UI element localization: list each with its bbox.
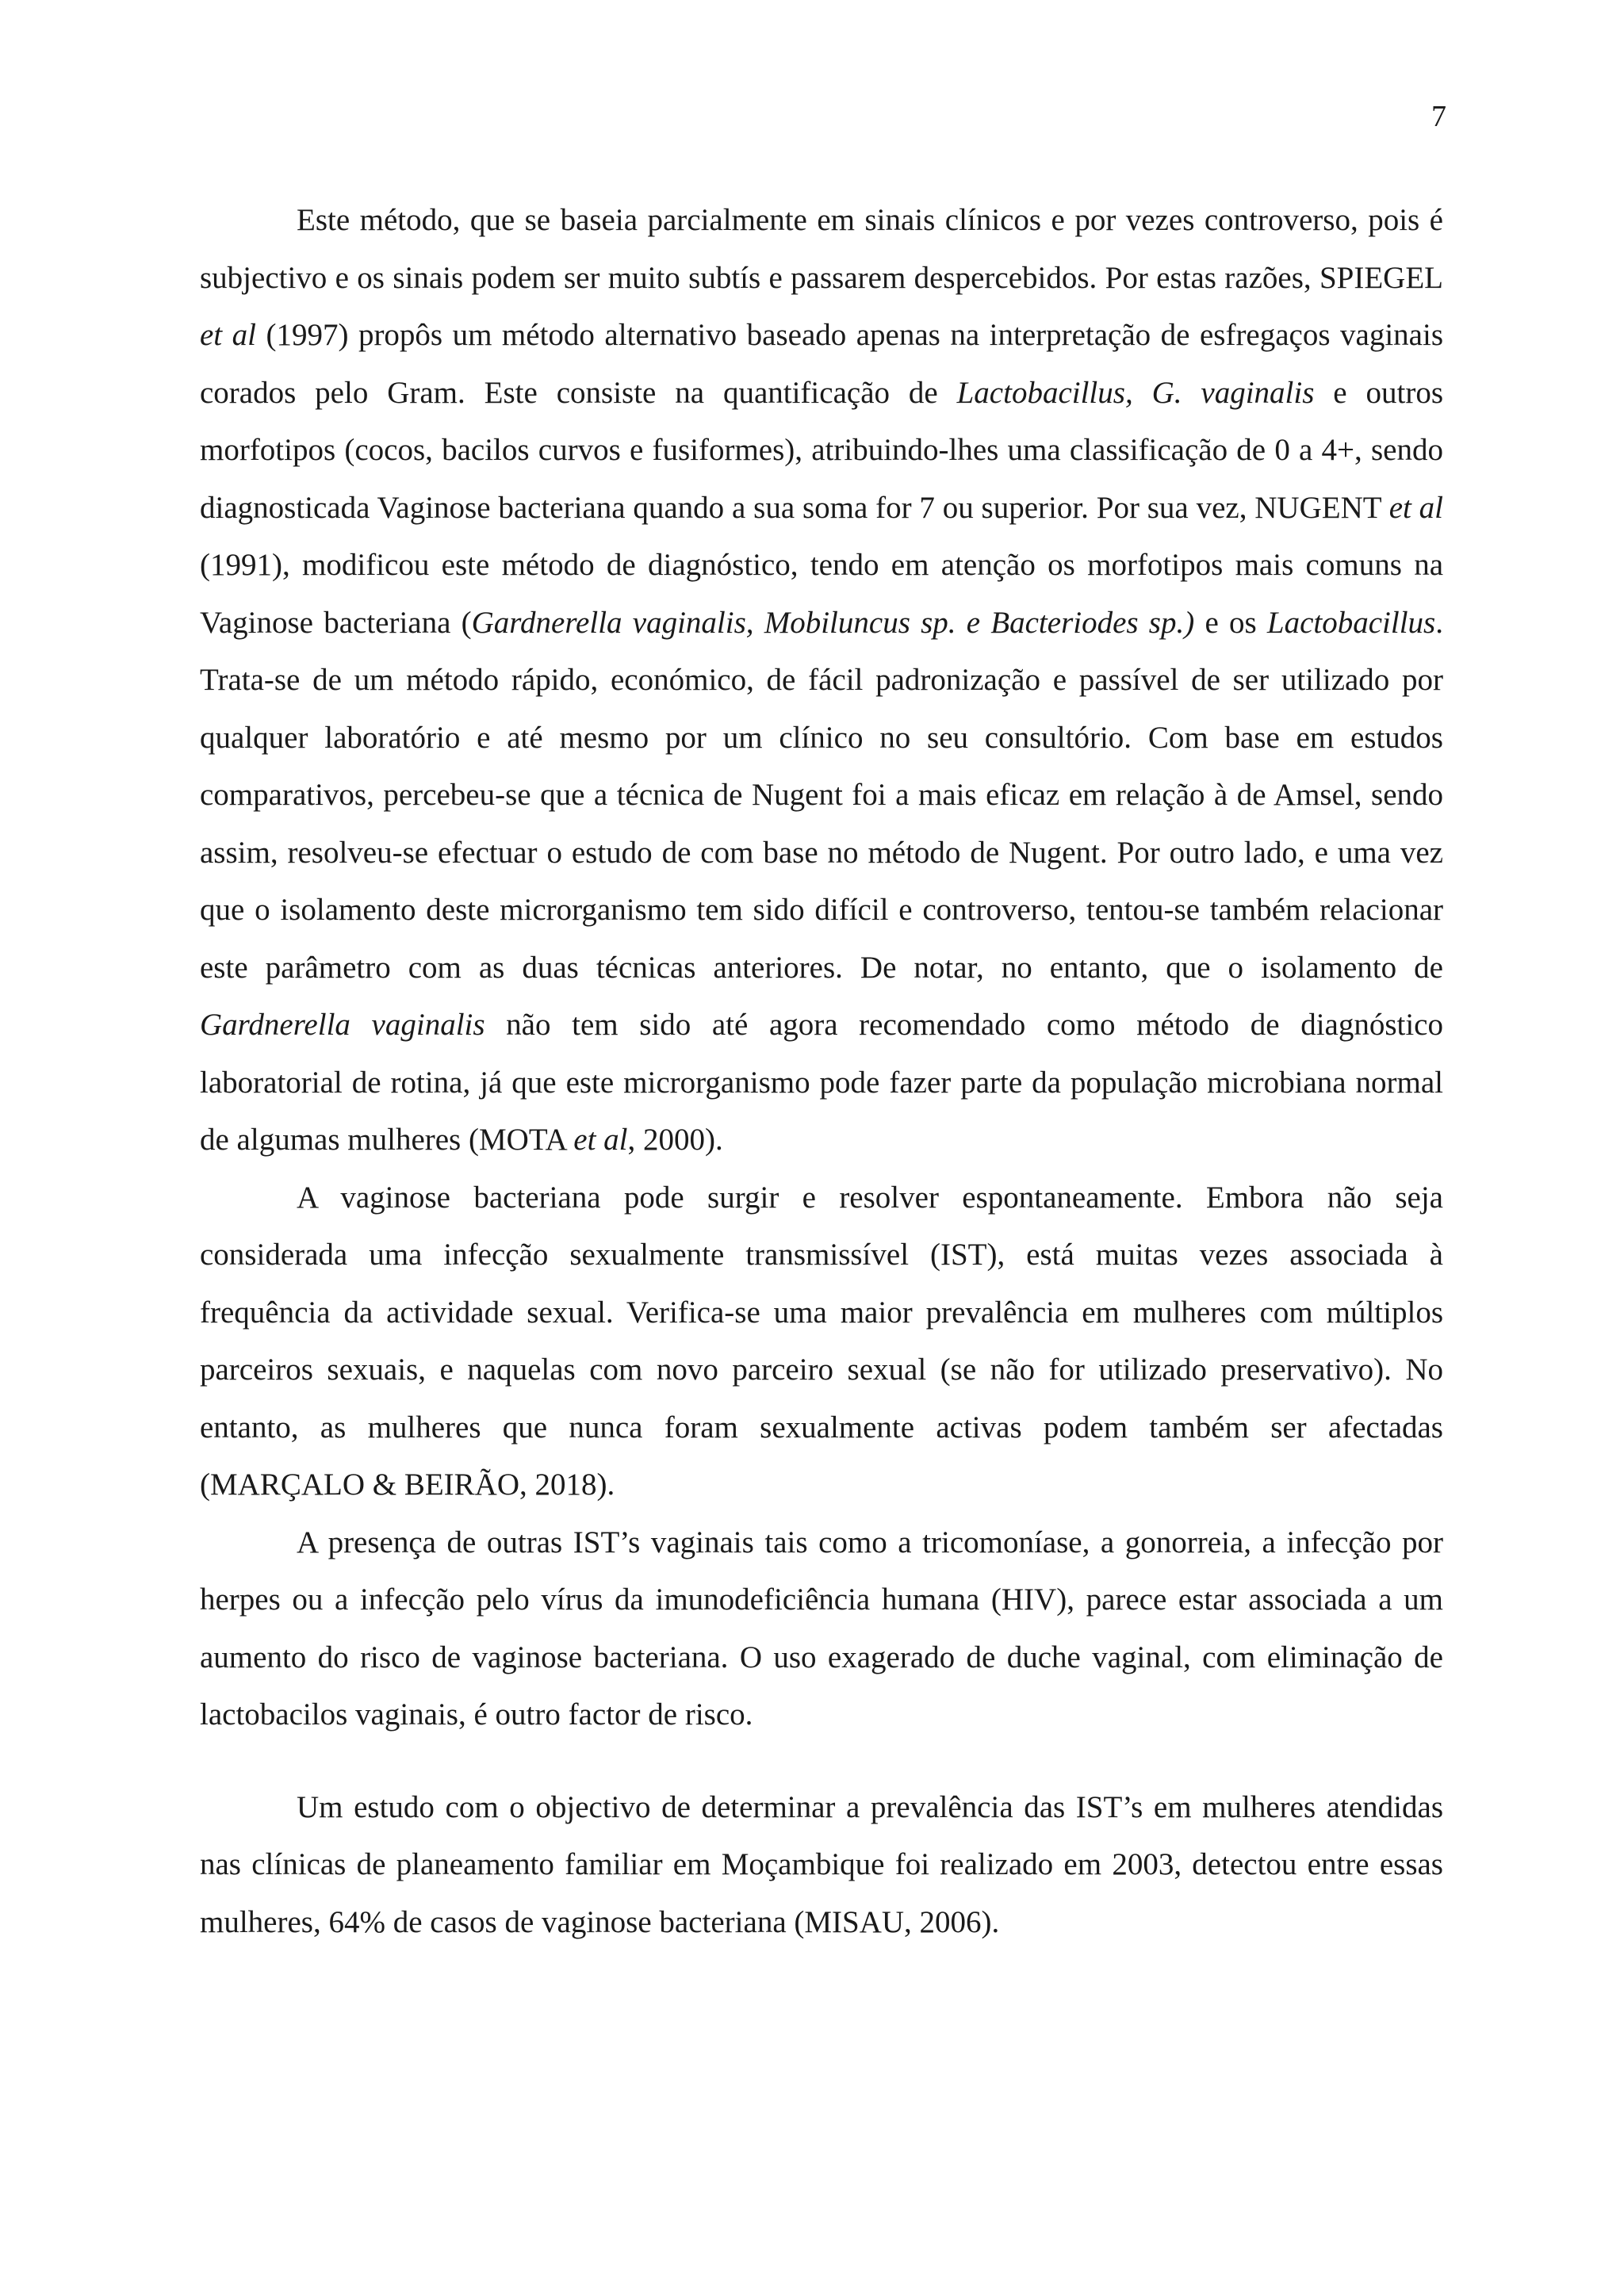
paragraph-diagnostic-methods <box>200 192 1443 1169</box>
text-run: não tem sido até agora recomendado como método de diagnóstico laboratorial de rotina, já que este microrganismo pode fazer parte da população microbiana normal de algumas mulheres (MOTA <box>200 1008 1443 1157</box>
italic-text-run: et al <box>573 1123 628 1157</box>
italic-text-run: Lactobacillus <box>1266 605 1436 640</box>
text-run: Um estudo com o objectivo de determinar a prevalência das IST’s em mulheres atendidas nas clínicas de planeamento familiar em Moçambique foi realizado em 2003, detectou entre essas mulheres, 64% de casos de vaginose bacteriana (MISAU, 2006). <box>200 1789 1443 1939</box>
text-run: (1991), modificou este método de diagnóstico, tendo em atenção os morfotipos mais comuns na Vaginose bacteriana ( <box>200 548 1443 640</box>
text-run: Este método, que se baseia parcialmente em sinais clínicos e por vezes controverso, pois é subjectivo e os sinais podem ser muito subtís e passarem despercebidos. Por estas razões, SPIEGEL <box>200 203 1443 295</box>
italic-text-run: Gardnerella vaginalis <box>200 1008 485 1042</box>
italic-text-run: et al <box>200 318 256 352</box>
paragraph-epidemiology <box>200 1169 1443 1514</box>
paragraph-risk-factors <box>200 1514 1443 1744</box>
italic-text-run: et al <box>1388 490 1443 525</box>
text-run: A vaginose bacteriana pode surgir e resolver espontaneamente. Embora não seja considerada uma infecção sexualmente transmissível (IST), está muitas vezes associada à frequência da actividade sexual. Verifica-se uma maior prevalência em mulheres com múltiplos parceiros sexuais, e naquelas com novo parceiro sexual (se não for utilizado preservativo). No entanto, as mulheres que nunca foram sexualmente activas podem também ser afectadas (MARÇALO & BEIRÃO, 2018). <box>200 1180 1443 1502</box>
text-run: e os <box>1194 605 1267 640</box>
page-number: 7 <box>1431 100 1446 133</box>
text-run: e outros morfotipos (cocos, bacilos curvos e fusiformes), atribuindo-lhes uma classificação de 0 a 4+, sendo diagnosticada Vaginose bacteriana quando a sua soma for 7 ou superior. Por sua vez, NUGENT <box>200 375 1443 525</box>
italic-text-run: Lactobacillus, G. vaginalis <box>956 375 1315 410</box>
text-run: . Trata-se de um método rápido, económico, de fácil padronização e passível de ser utilizado por qualquer laboratório e até mesmo por um clínico no seu consultório. Com base em estudos comparativos, percebeu-se que a técnica de Nugent foi a mais eficaz em relação à de Amsel, sendo assim, resolveu-se efectuar o estudo de com base no método de Nugent. Por outro lado, e uma vez que o isolamento deste microrganismo tem sido difícil e controverso, tentou-se também relacionar este parâmetro com as duas técnicas anteriores. De notar, no entanto, que o isolamento de <box>200 605 1443 985</box>
paragraph-mozambique-study <box>200 1779 1443 1952</box>
document-body <box>200 192 1443 1951</box>
italic-text-run: Gardnerella vaginalis, Mobiluncus sp. e Bacteriodes sp.) <box>471 605 1195 640</box>
text-run: (1997) propôs um método alternativo baseado apenas na interpretação de esfregaços vaginais corados pelo Gram. Este consiste na quantificação de <box>200 318 1444 410</box>
text-run: , 2000). <box>627 1123 723 1157</box>
text-run: A presença de outras IST’s vaginais tais como a tricomoníase, a gonorreia, a infecção por herpes ou a infecção pelo vírus da imunodeficiência humana (HIV), parece estar associada a um aumento do risco de vaginose bacteriana. O uso exagerado de duche vaginal, com eliminação de lactobacilos vaginais, é outro factor de risco. <box>200 1525 1443 1732</box>
